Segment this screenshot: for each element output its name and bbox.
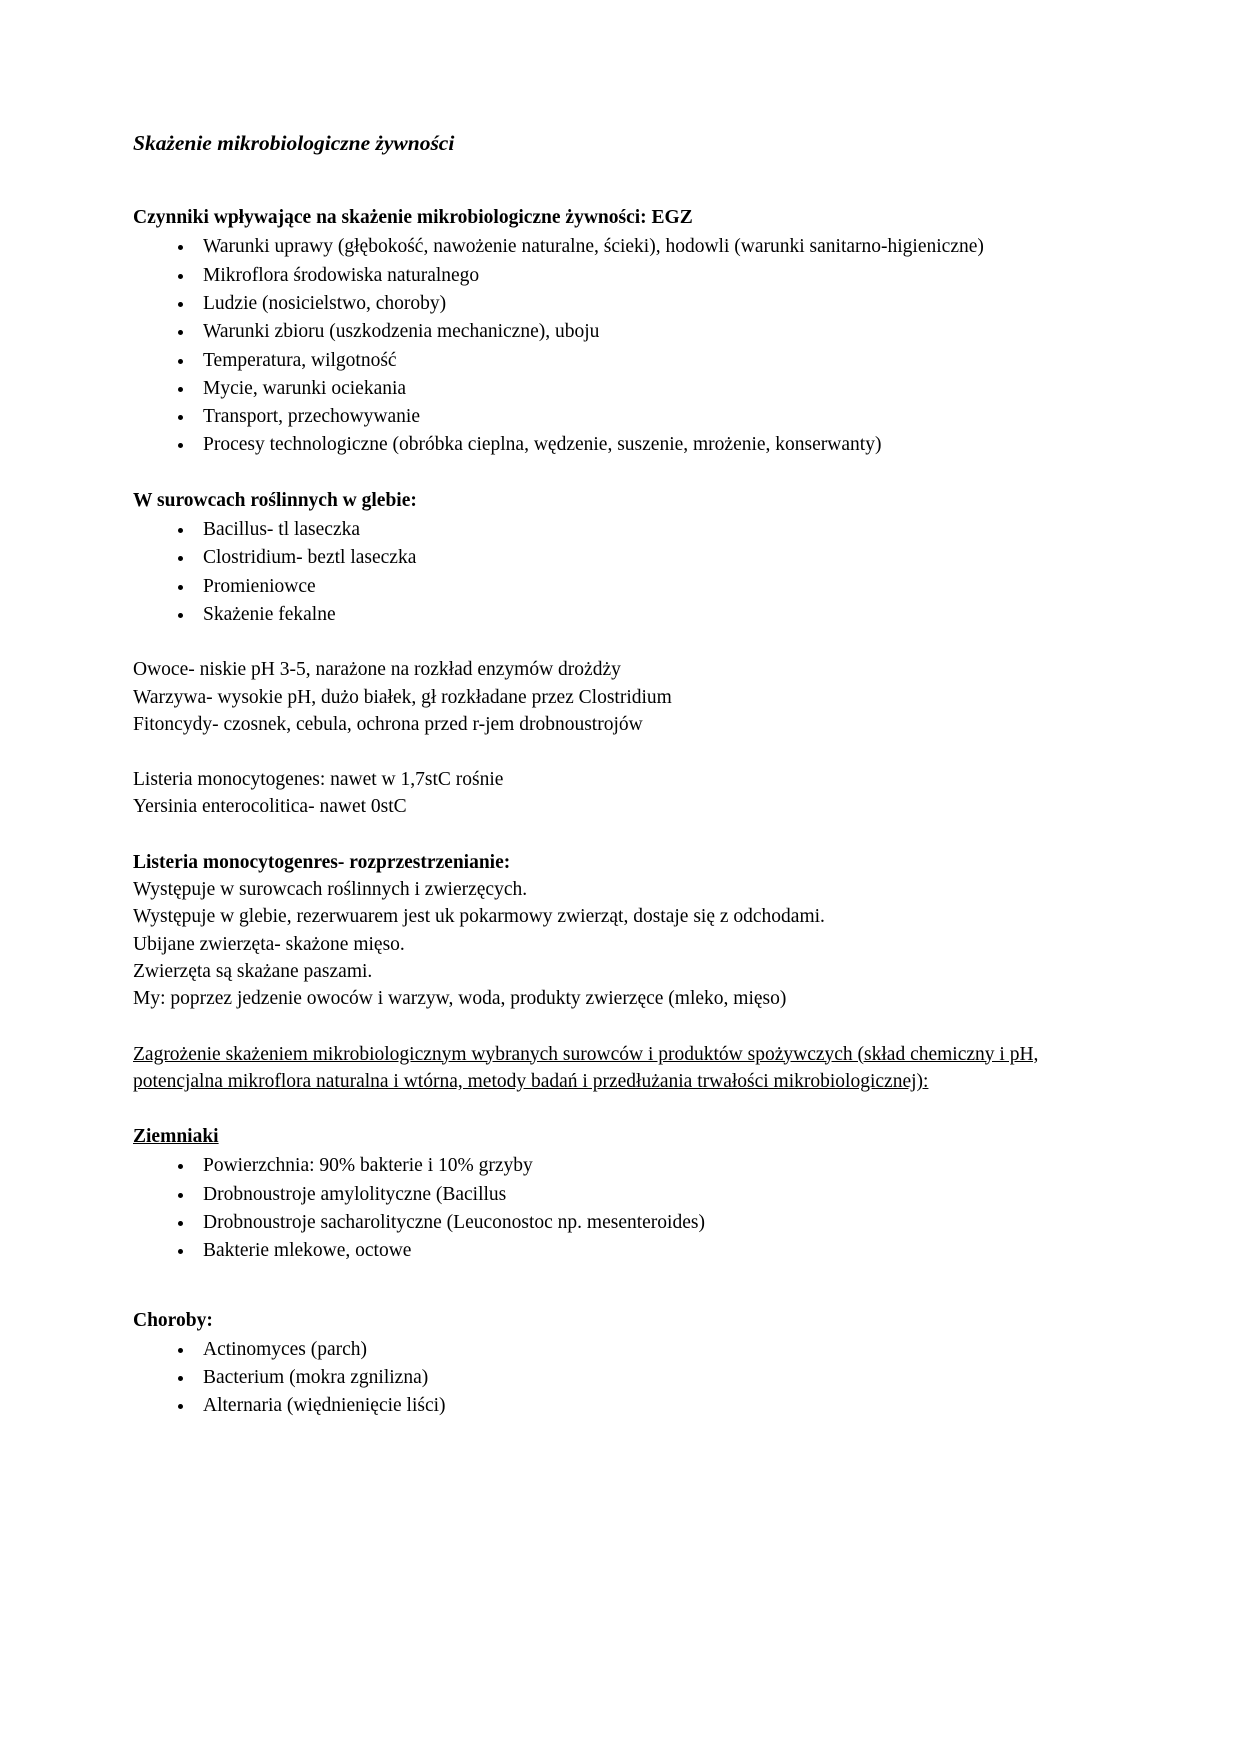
section-heading-potatoes: Ziemniaki xyxy=(133,1126,219,1148)
paragraph-line: Występuje w surowcach roślinnych i zwierzęcych. xyxy=(133,879,528,901)
list-item: • Transport, przechowywanie xyxy=(195,403,1112,430)
paragraph-line: Listeria monocytogenes: nawet w 1,7stC rośnie xyxy=(133,769,504,791)
section-heading-diseases: Choroby: xyxy=(133,1309,213,1331)
section-diseases xyxy=(133,1307,1112,1420)
section-heading-soil: W surowcach roślinnych w glebie: xyxy=(133,489,417,511)
paragraph-line: Fitoncydy- czosnek, cebula, ochrona przed r-jem drobnoustrojów xyxy=(133,713,643,735)
section-heading-hazard: Zagrożenie skażeniem mikrobiologicznym wybranych surowców i produktów spożywczych (skład chemiczny i pH, potencjalna mikroflora naturalna i wtórna, metody badań i przedłużania trwałości mikrobiologicznej): xyxy=(133,1043,1039,1092)
paragraph-line: Zwierzęta są skażane paszami. xyxy=(133,960,373,982)
section-soil xyxy=(133,487,1112,628)
list-item: • Drobnoustroje amylolityczne (Bacillus xyxy=(195,1181,1112,1208)
list-item: • Powierzchnia: 90% bakterie i 10% grzyby xyxy=(195,1152,1112,1179)
paragraph-line: Ubijane zwierzęta- skażone mięso. xyxy=(133,933,405,955)
paragraph-produce xyxy=(133,656,1112,738)
list-item: • Drobnoustroje sacharolityczne (Leuconostoc np. mesenteroides) xyxy=(195,1209,1112,1236)
section-heading-listeria: Listeria monocytogenres- rozprzestrzenianie: xyxy=(133,851,511,873)
list-item: • Warunki uprawy (głębokość, nawożenie naturalne, ścieki), hodowli (warunki sanitarno-higieniczne) xyxy=(195,233,1112,260)
paragraph-line: Występuje w glebie, rezerwuarem jest uk pokarmowy zwierząt, dostaje się z odchodami. xyxy=(133,906,825,928)
list-item: • Mycie, warunki ociekania xyxy=(195,375,1112,402)
bullet-list-diseases xyxy=(133,1336,1112,1420)
paragraph-line: Owoce- niskie pH 3-5, narażone na rozkład enzymów drożdży xyxy=(133,659,621,681)
list-item: • Ludzie (nosicielstwo, choroby) xyxy=(195,290,1112,317)
section-hazard xyxy=(133,1041,1112,1096)
list-item: • Bacillus- tl laseczka xyxy=(195,516,1112,543)
section-potatoes xyxy=(133,1123,1112,1264)
paragraph-line: Warzywa- wysokie pH, dużo białek, gł rozkładane przez Clostridium xyxy=(133,686,672,708)
list-item: • Temperatura, wilgotność xyxy=(195,347,1112,374)
document-title: Skażenie mikrobiologiczne żywności xyxy=(133,131,455,155)
bullet-list-potatoes xyxy=(133,1152,1112,1264)
paragraph-line: Yersinia enterocolitica- nawet 0stC xyxy=(133,796,407,818)
section-listeria-spread xyxy=(133,849,1112,1013)
paragraph-line: My: poprzez jedzenie owoców i warzyw, woda, produkty zwierzęce (mleko, mięso) xyxy=(133,988,787,1010)
bullet-list-soil xyxy=(133,516,1112,628)
bullet-list-factors xyxy=(133,233,1112,458)
list-item: • Bakterie mlekowe, octowe xyxy=(195,1237,1112,1264)
section-heading-factors: Czynniki wpływające na skażenie mikrobiologiczne żywności: EGZ xyxy=(133,207,693,229)
list-item: • Alternaria (więdnienięcie liści) xyxy=(195,1392,1112,1419)
list-item: • Warunki zbioru (uszkodzenia mechaniczne), uboju xyxy=(195,318,1112,345)
list-item: • Clostridium- beztl laseczka xyxy=(195,544,1112,571)
list-item: • Bacterium (mokra zgnilizna) xyxy=(195,1364,1112,1391)
list-item: • Skażenie fekalne xyxy=(195,601,1112,628)
list-item: • Actinomyces (parch) xyxy=(195,1336,1112,1363)
list-item: • Procesy technologiczne (obróbka cieplna, wędzenie, suszenie, mrożenie, konserwanty) xyxy=(195,431,1112,458)
list-item: • Mikroflora środowiska naturalnego xyxy=(195,262,1112,289)
paragraph-psychrotrophs xyxy=(133,766,1112,821)
list-item: • Promieniowce xyxy=(195,573,1112,600)
section-factors xyxy=(133,204,1112,459)
